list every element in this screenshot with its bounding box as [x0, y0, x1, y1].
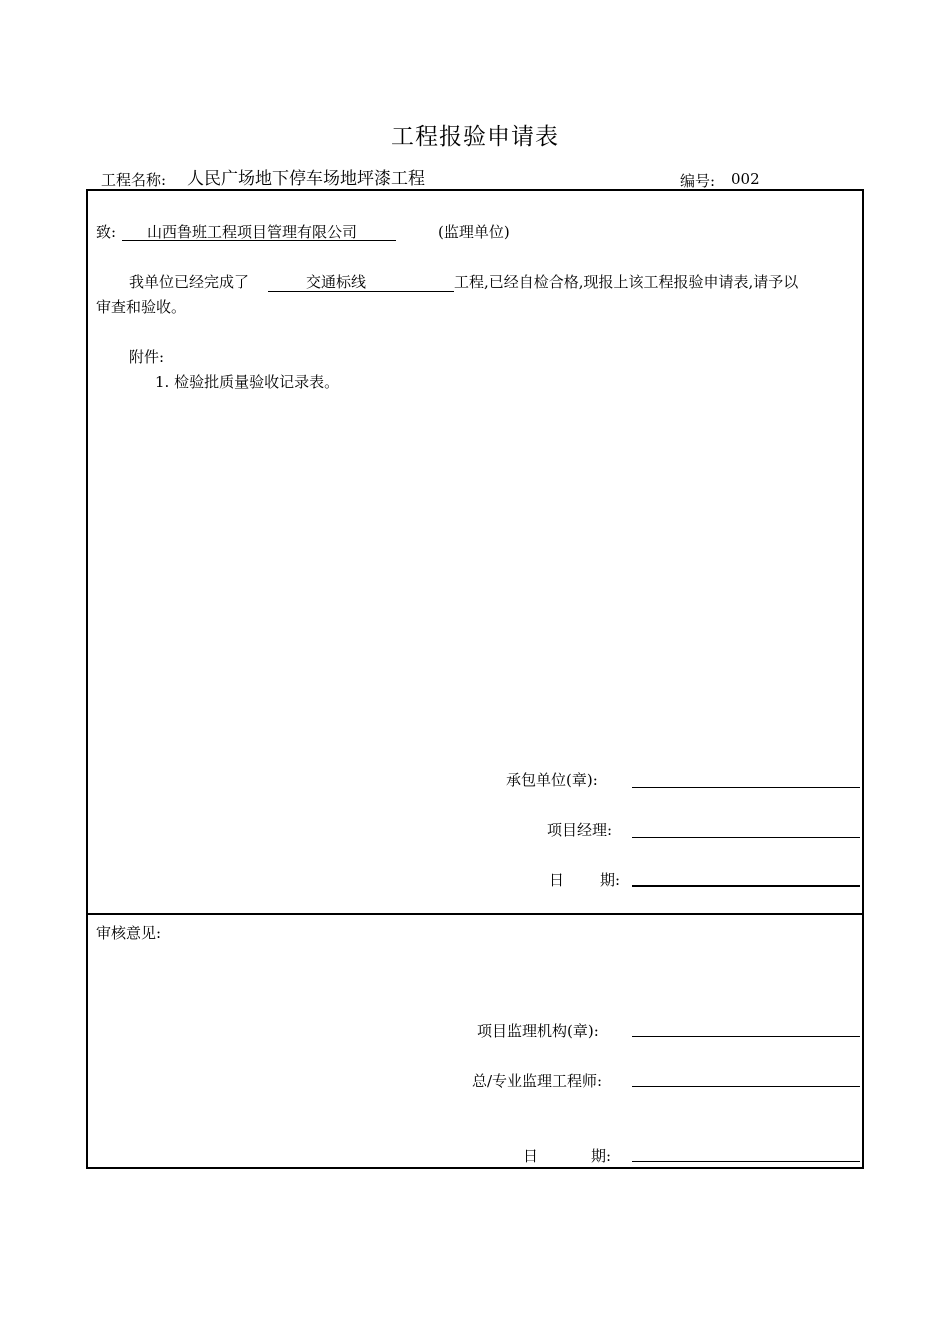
attachment-item: 1. 检验批质量验收记录表。 [155, 373, 340, 391]
supervision-unit-type: (监理单位) [438, 223, 510, 241]
project-name-value: 人民广场地下停车场地坪漆工程 [187, 169, 425, 189]
supervision-org-seal-line[interactable] [632, 1036, 860, 1037]
review-date-label-part1: 日 [523, 1147, 539, 1165]
supervising-engineer-line[interactable] [632, 1086, 860, 1087]
date-line[interactable] [632, 885, 860, 887]
project-manager-line[interactable] [632, 837, 860, 838]
page-title: 工程报验申请表 [391, 124, 559, 150]
completion-text-suffix: 工程,已经自检合格,现报上该工程报验申请表,请予以 [454, 273, 799, 291]
supervision-unit-name: 山西鲁班工程项目管理有限公司 [147, 223, 358, 241]
section-divider [86, 913, 862, 915]
review-opinion-label: 审核意见: [96, 924, 162, 942]
review-date-label-part2: 期: [591, 1147, 612, 1165]
supervision-unit-underline [122, 240, 396, 241]
project-name-label: 工程名称: [101, 171, 167, 189]
attachment-label: 附件: [129, 348, 165, 366]
supervising-engineer-label: 总/专业监理工程师: [472, 1072, 603, 1090]
form-number-label: 编号: [680, 172, 716, 190]
work-item-name: 交通标线 [306, 273, 367, 291]
date-label-part2: 期: [600, 871, 621, 889]
form-number-value: 002 [731, 170, 760, 188]
work-item-underline [268, 291, 454, 292]
project-manager-label: 项目经理: [547, 821, 613, 839]
contractor-seal-line[interactable] [632, 787, 860, 788]
review-date-line[interactable] [632, 1161, 860, 1162]
date-label-part1: 日 [549, 871, 565, 889]
contractor-seal-label: 承包单位(章): [506, 771, 598, 789]
completion-text-prefix: 我单位已经完成了 [129, 273, 250, 291]
supervision-org-seal-label: 项目监理机构(章): [477, 1022, 599, 1040]
completion-text-line2: 审查和验收。 [96, 298, 187, 316]
form-frame [86, 189, 864, 1169]
to-label: 致: [96, 223, 117, 241]
